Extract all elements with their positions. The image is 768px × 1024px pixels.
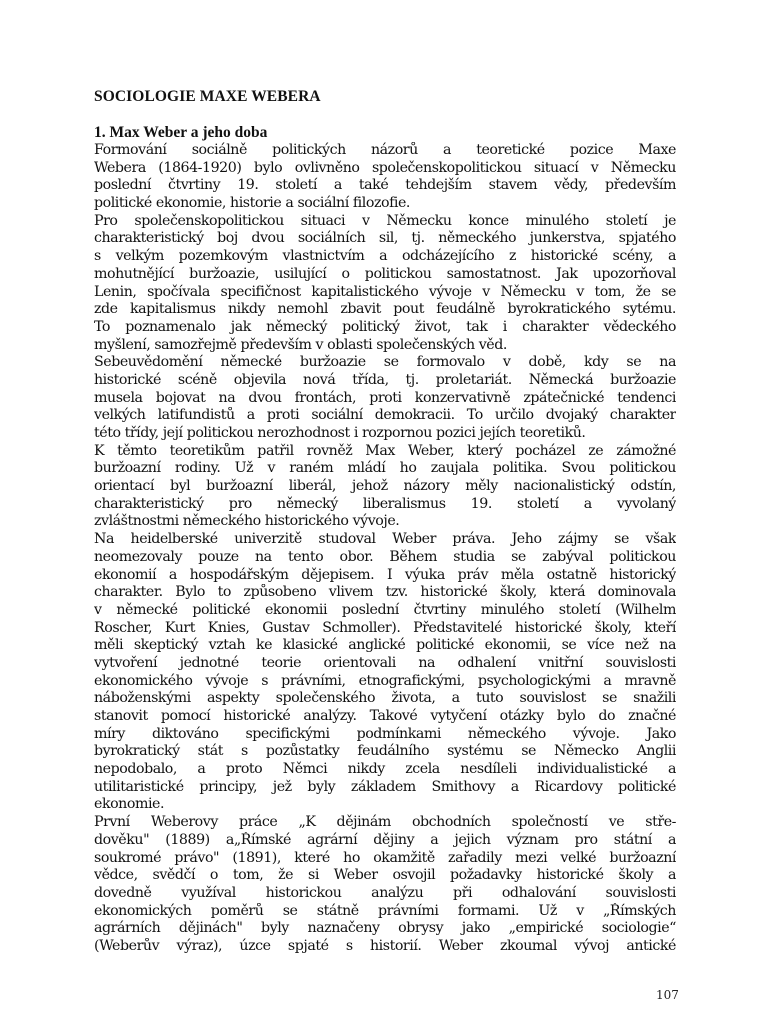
text-line: byrokratický stát s pozůstatky feudálního systému se Německo Anglii [94, 743, 676, 760]
section-heading: 1. Max Weber a jeho doba [94, 124, 268, 141]
text-line: zde kapitalismus nikdy nemohl zbavit pout feudálně byrokratického sytému. [94, 301, 676, 318]
text-line: vytvoření jednotné teorie orientovali na odhalení vnitřní souvislosti [94, 654, 676, 671]
text-line: dovedně využíval historickou analýzu při odhalování souvislosti [94, 884, 676, 901]
text-line: ekonomického vývoje s právními, etnografickými, psychologickými a mravně [94, 672, 676, 689]
text-line: politické ekonomie, historie a sociální filozofie. [94, 195, 410, 212]
text-line: náboženskými aspekty společenského života, a tuto souvislost se snažili [94, 690, 676, 707]
text-line: (Weberův výraz), úzce spjaté s historií. Weber zkoumal vývoj antické [94, 937, 676, 954]
text-line: charakteristický pro německý liberalismus 19. století a vyvolaný [94, 495, 676, 512]
text-line: To poznamenalo jak německý politický život, tak i charakter vědeckého [94, 318, 676, 335]
text-line: Lenin, spočívala specifičnost kapitalistického vývoje v Německu v tom, že se [94, 283, 676, 300]
text-line: Na heidelberské univerzitě studoval Weber práva. Jeho zájmy se však [94, 531, 676, 548]
text-line: této třídy, její politickou nerozhodnost i rozpornou pozici jejích teoretiků. [94, 425, 586, 441]
text-line: ekonomií a hospodářským dějepisem. I výuka práv měla ostatně historický [94, 566, 676, 583]
text-line: Webera (1864-1920) bylo ovlivněno společenskopolitickou situací v Německu [94, 159, 676, 176]
text-line: v německé politické ekonomii poslední čtvrtiny minulého století (Wilhelm [94, 601, 676, 618]
text-line: orientací byl buržoazní liberál, jehož názory měly nacionalistický odstín, [94, 478, 676, 495]
text-line: mohutnějící buržoazie, usilující o politickou samostatnost. Jak upozorňoval [94, 265, 676, 282]
text-line: měli skeptický vztah ke klasické anglické politické ekonomii, se více než na [94, 637, 676, 654]
document-page [94, 88, 676, 956]
text-line: Sebeuvědomění německé buržoazie se formovalo v době, kdy se na [94, 354, 676, 371]
document-title: SOCIOLOGIE MAXE WEBERA [94, 88, 321, 105]
text-line: zvláštnostmi německého historického vývoje. [94, 513, 400, 530]
text-line: buržoazní rodiny. Už v raném mládí ho zaujala politika. Svou politickou [94, 460, 676, 477]
text-line: poslední čtvrtiny 19. století a také tehdejším stavem vědy, především [94, 177, 676, 194]
body-text [94, 142, 676, 956]
text-line: myšlení, samozřejmě především v oblasti společenských věd. [94, 336, 507, 353]
text-line: musela bojovat na dvou frontách, proti konzervativně zpátečnické tendenci [94, 389, 676, 406]
text-line: vědce, svědčí o tom, že si Weber osvojil požadavky historické školy a [94, 867, 676, 884]
text-line: Formování sociálně politických názorů a teoretické pozice Maxe [94, 142, 676, 158]
text-line: stanovit pomocí historické analýzy. Takové vytyčení otázky bylo do značné [94, 708, 676, 724]
text-line: dověku" (1889) a„Římské agrární dějiny a jejich význam pro státní a [94, 831, 676, 848]
text-line: K těmto teoretikům patřil rovněž Max Weber, který pocházel ze zámožné [94, 442, 676, 459]
text-line: ekonomických poměrů se státně právními formami. Už v „Římských [94, 902, 676, 919]
text-line: s velkým pozemkovým vlastnictvím a odcházejícího z historické scény, a [94, 248, 676, 265]
page-number: 107 [656, 988, 679, 1002]
text-line: agrárních dějinách" byly naznačeny obrysy jako „empirické sociologie“ [94, 920, 676, 937]
text-line: Pro společenskopolitickou situaci v Německu konce minulého století je [94, 212, 676, 229]
text-line: ekonomie. [94, 796, 165, 813]
text-line: míry diktováno specifickými podmínkami německého vývoje. Jako [94, 725, 676, 742]
text-line: charakteristický boj dvou sociálních sil, tj. německého junkerstva, spjatého [94, 230, 676, 247]
text-line: utilitaristické principy, jež byly základem Smithovy a Ricardovy politické [94, 778, 676, 795]
text-line: charakter. Bylo to způsobeno vlivem tzv. historické školy, která dominovala [94, 584, 676, 601]
text-line: Roscher, Kurt Knies, Gustav Schmoller). Představitelé historické školy, kteří [94, 619, 676, 636]
text-line: soukromé právo" (1891), které ho okamžitě zařadily mezi velké buržoazní [94, 849, 676, 866]
text-line: nepodobalo, a proto Němci nikdy zcela nesdíleli individualistické a [94, 761, 676, 778]
text-line: velkých latifundistů a proti sociální demokracii. To určilo dvojaký charakter [94, 407, 676, 424]
text-line: historické scéně objevila nová třída, tj. proletariát. Německá buržoazie [94, 371, 676, 388]
text-line: První Weberovy práce „K dějinám obchodních společností ve stře- [94, 814, 676, 831]
text-line: neomezovaly pouze na tento obor. Během studia se zabýval politickou [94, 548, 676, 565]
